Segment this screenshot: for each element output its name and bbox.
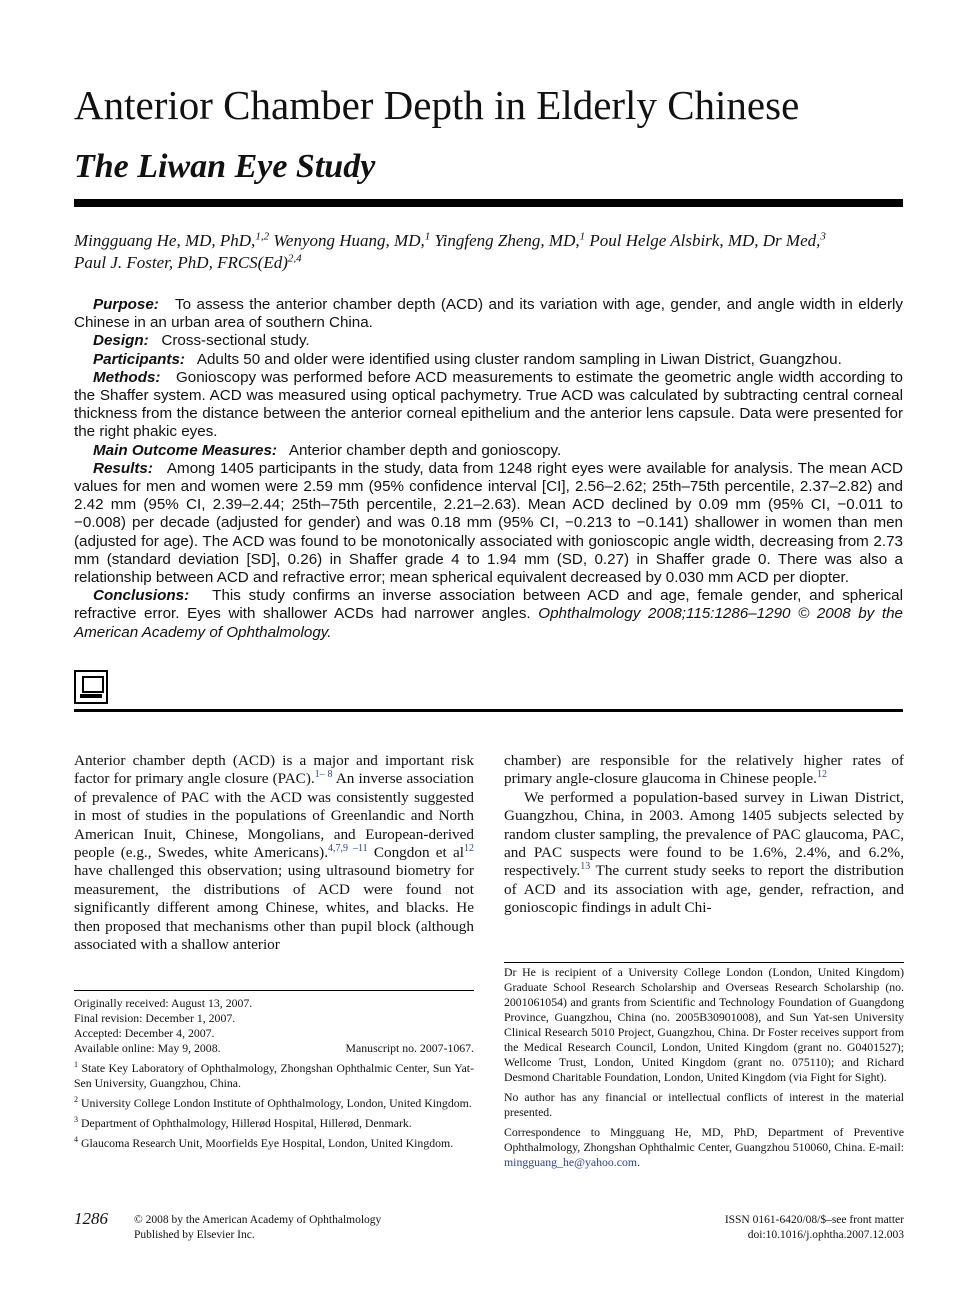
affiliation bbox=[74, 1096, 474, 1111]
date-received: Originally received: August 13, 2007. bbox=[74, 996, 253, 1010]
reference-link[interactable]: 4,7,9 –11 bbox=[328, 842, 368, 854]
copyright-block bbox=[134, 1213, 381, 1243]
date-accepted: Accepted: December 4, 2007. bbox=[74, 1026, 215, 1040]
author-list bbox=[74, 230, 903, 274]
section-text: Gonioscopy was performed before ACD measurements to estimate the geometric angle width according to the Shaffer system. ACD was measured using optical pachymetry. True ACD was calculated by subtracting central corneal thickness from the distance between the anterior corneal epithelium and the anterior lens capsule. Data were presented for the right phakic eyes. bbox=[74, 368, 903, 441]
footnote-divider-right bbox=[504, 962, 904, 963]
body-column-right bbox=[504, 752, 904, 918]
body-text: An inverse association of prevalence of PAC with the ACD was consistently suggested in most of studies in the populations of Greenlandic and North American Inuit, Chinese, Mongolians, and European-derived people (e.g., Swedes, white Americans). bbox=[74, 770, 474, 862]
affiliation-text: Department of Ophthalmology, Hillerød Hospital, Hillerød, Denmark. bbox=[80, 1116, 412, 1130]
affiliation bbox=[74, 1136, 474, 1151]
author-affiliation: 3 bbox=[820, 230, 826, 243]
author-name: Wenyong Huang, MD, bbox=[273, 231, 425, 250]
abstract-outcome bbox=[74, 442, 903, 460]
section-label: Design: bbox=[93, 332, 149, 350]
abstract-conclusions bbox=[74, 587, 903, 642]
author-affiliation: 1,2 bbox=[255, 230, 270, 243]
correspondence-text: Correspondence to Mingguang He, MD, PhD, Department of Preventive Ophthalmology, Zhongshan Ophthalmic Center, Guangzhou 510060, China. E-mail: bbox=[504, 1125, 904, 1154]
affiliation-text: Glaucoma Research Unit, Moorfields Eye Hospital, London, United Kingdom. bbox=[80, 1136, 454, 1150]
section-label: Main Outcome Measures: bbox=[93, 441, 277, 459]
reference-link[interactable]: 13 bbox=[580, 861, 591, 873]
section-text: Adults 50 and older were identified using cluster random sampling in Liwan District, Guangzhou. bbox=[196, 350, 842, 368]
manuscript-dates bbox=[74, 996, 474, 1056]
abstract-purpose bbox=[74, 296, 903, 332]
section-text: Cross-sectional study. bbox=[161, 332, 310, 350]
affiliation-text: State Key Laboratory of Ophthalmology, Zhongshan Ophthalmic Center, Sun Yat-Sen University, Guangzhou, China. bbox=[74, 1061, 475, 1090]
abstract-results bbox=[74, 460, 903, 587]
correspondence-note bbox=[504, 1125, 904, 1170]
doi-line: doi:10.1016/j.ophtha.2007.12.003 bbox=[747, 1229, 904, 1241]
body-text: chamber) are responsible for the relatively higher rates of primary angle-closure glaucoma in Chinese people. bbox=[504, 752, 904, 788]
title-divider bbox=[74, 199, 903, 207]
author-affiliation: 2,4 bbox=[287, 252, 302, 265]
journal-citation: Ophthalmology 2008;115:1286–1290 © 2008 by the American Academy of Ophthalmology. bbox=[74, 605, 903, 641]
author-name: Mingguang He, MD, PhD, bbox=[74, 231, 256, 250]
conflict-note: No author has any financial or intellectual conflicts of interest in the material presented. bbox=[504, 1090, 904, 1119]
body-text: Congdon et al bbox=[367, 844, 464, 862]
footnotes-left bbox=[74, 996, 474, 1156]
issn-block bbox=[725, 1213, 904, 1243]
date-online-row bbox=[74, 1041, 474, 1056]
abstract-participants bbox=[74, 351, 903, 369]
body-paragraph bbox=[74, 752, 474, 954]
body-text: have challenged this observation; using ultrasound biometry for measurement, the distributions of ACD were found not significantly different among Chinese, whites, and blacks. He then proposed that mechanisms other than pupil block (although associated with a shallow anterior bbox=[74, 862, 474, 954]
abstract-methods bbox=[74, 369, 903, 442]
author-affiliation: 1 bbox=[424, 230, 431, 243]
body-column-left bbox=[74, 752, 474, 954]
reference-link[interactable]: 12 bbox=[463, 842, 474, 854]
correspondence-end: . bbox=[637, 1155, 641, 1169]
section-label: Methods: bbox=[93, 368, 161, 386]
monitor-base-shape bbox=[80, 694, 102, 698]
body-text: Anterior chamber depth (ACD) is a major and important risk factor for primary angle closure (PAC). bbox=[74, 752, 474, 788]
body-paragraph bbox=[504, 789, 904, 918]
affiliation bbox=[74, 1061, 474, 1091]
email-link[interactable]: mingguang_he@yahoo.com bbox=[504, 1155, 638, 1169]
footnotes-right bbox=[504, 965, 904, 1175]
issn-line: ISSN 0161-6420/08/$–see front matter bbox=[724, 1214, 904, 1226]
affiliation-number: 2 bbox=[74, 1095, 78, 1105]
section-text: Among 1405 participants in the study, data from 1248 right eyes were available for analysis. The mean ACD values for men and women were 2.59 mm (95% confidence interval [CI], 2.56–2.62; 25th–75th percentile, 2.37–2.82) and 2.42 mm (95% CI, 2.39–2.44; 25th–75th percentile, 2.21–2.63). Mean ACD declined by 0.09 mm (95% CI, −0.011 to −0.008) per decade (adjusted for gender) and was 0.18 mm (95% CI, −0.213 to −0.141) shallower in women than men (adjusted for age). The ACD was found to be monotonically associated with gonioscopic angle width, decreasing from 2.73 mm (standard deviation [SD], 0.26) in Shaffer grade 4 to 1.94 mm (SD, 0.27) in Shaffer grade 0. There was also a relationship between ACD and refractive error; mean spherical equivalent decreased by 0.030 mm ACD per diopter. bbox=[74, 459, 903, 587]
affiliation-number: 1 bbox=[74, 1060, 78, 1070]
reference-link[interactable]: 12 bbox=[816, 769, 827, 781]
author-name: Poul Helge Alsbirk, MD, Dr Med, bbox=[589, 231, 821, 250]
section-text: Anterior chamber depth and gonioscopy. bbox=[288, 441, 562, 459]
section-text: This study confirms an inverse association between ACD and age, female gender, and spherical refractive error. Eyes with shallower ACDs had narrower angles. bbox=[74, 587, 903, 623]
author-name: Paul J. Foster, PhD, FRCS(Ed) bbox=[74, 253, 288, 272]
body-paragraph bbox=[504, 752, 904, 789]
reference-link[interactable]: 1– 8 bbox=[314, 769, 333, 781]
computer-icon[interactable] bbox=[74, 670, 108, 704]
article-subtitle: The Liwan Eye Study bbox=[74, 148, 376, 185]
section-label: Conclusions: bbox=[93, 587, 190, 605]
funding-note: Dr He is recipient of a University College London (London, United Kingdom) Graduate School Research Scholarship and Overseas Research Scholarship (no. 2001061054) and grants from Scientific and Technology Foundation of Guangdong Province, Guangzhou, China (no. 2005B30901008), and Sun Yat-sen University Clinical Research 5010 Project, Guangzhou, China. Dr Foster receives support from the Medical Research Council, London, United Kingdom (grant no. G0401527); Wellcome Trust, London, United Kingdom (grant no. 075110); and Richard Desmond Charitable Foundation, London, United Kingdom (via Fight for Sight). bbox=[504, 965, 904, 1084]
affiliation bbox=[74, 1116, 474, 1131]
body-text: The current study seeks to report the distribution of ACD and its association with age, gender, refraction, and gonioscopic findings in adult Chi- bbox=[504, 862, 904, 917]
abstract bbox=[74, 296, 903, 642]
affiliation-text: University College London Institute of Ophthalmology, London, United Kingdom. bbox=[80, 1096, 472, 1110]
affiliation-number: 3 bbox=[74, 1115, 78, 1125]
manuscript-number: Manuscript no. 2007-1067. bbox=[345, 1041, 474, 1055]
date-revision: Final revision: December 1, 2007. bbox=[74, 1011, 236, 1025]
page-number: 1286 bbox=[74, 1209, 108, 1228]
copyright-line: © 2008 by the American Academy of Ophthalmology bbox=[134, 1214, 382, 1226]
section-label: Results: bbox=[93, 459, 153, 477]
section-label: Participants: bbox=[93, 350, 185, 368]
publisher-line: Published by Elsevier Inc. bbox=[134, 1229, 255, 1241]
abstract-divider bbox=[74, 709, 903, 712]
monitor-screen-shape bbox=[82, 676, 104, 693]
footnote-divider-left bbox=[74, 990, 474, 991]
date-online: Available online: May 9, 2008. bbox=[74, 1041, 221, 1055]
author-affiliation: 1 bbox=[579, 230, 586, 243]
section-text: To assess the anterior chamber depth (ACD) and its variation with age, gender, and angle width in elderly Chinese in an urban area of southern China. bbox=[74, 296, 903, 332]
affiliation-number: 4 bbox=[74, 1135, 78, 1145]
section-label: Purpose: bbox=[93, 296, 159, 313]
body-text: We performed a population-based survey in Liwan District, Guangzhou, China, in 2003. Among 1405 subjects selected by random cluster sampling, the prevalence of PAC glaucoma, PAC, and PAC suspects were found to be 1.6%, 2.4%, and 6.2%, respectively. bbox=[504, 788, 904, 880]
author-name: Yingfeng Zheng, MD, bbox=[434, 231, 580, 250]
abstract-design bbox=[74, 332, 903, 350]
article-title: Anterior Chamber Depth in Elderly Chinese bbox=[74, 82, 800, 128]
